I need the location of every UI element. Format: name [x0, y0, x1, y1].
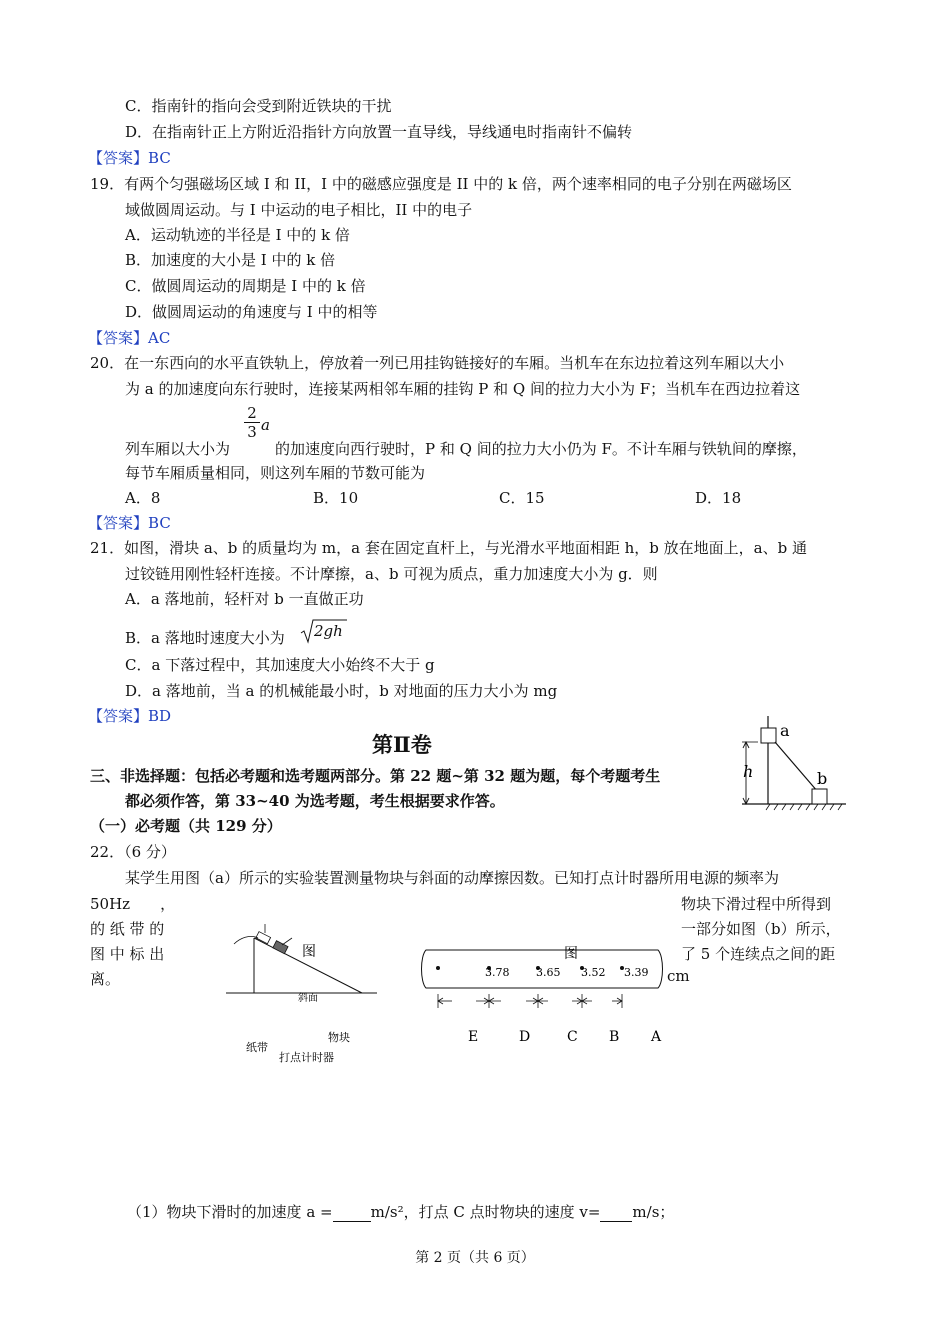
answer-label: 【答案】 [88, 149, 149, 167]
q19-option-b: B．加速度的大小是 I 中的 k 倍 [125, 251, 336, 269]
q21-option-c: C．a 下落过程中，其加速度大小始终不大于 g [125, 656, 435, 674]
q22-figure-b [412, 942, 692, 1052]
q20-stem-line2: 为 a 的加速度向东行驶时，连接某两相邻车厢的挂钩 P 和 Q 间的拉力大小为 F；当机车在西边拉着这 [125, 380, 801, 398]
q19-answer [88, 328, 170, 348]
distance-label: 3.78 [485, 966, 510, 979]
figure-b-label: 图 [564, 946, 578, 962]
block-a [761, 728, 776, 743]
q21-figure [738, 712, 850, 812]
section-intro-line2: 都必须作答，第 33~40 为选考题，考生根据要求作答。 [125, 792, 505, 810]
answer-label: 【答案】 [88, 329, 149, 347]
pointer-line-2 [282, 938, 292, 945]
q22-left-line1: 50Hz ， [90, 895, 176, 913]
q19-stem-line1: 19．有两个匀强磁场区域 I 和 II，I 中的磁感应强度是 II 中的 k 倍，两个速率相同的电子分别在两磁场区 [90, 175, 792, 193]
q20-stem-line3b: 的加速度向西行驶时，P 和 Q 间的拉力大小仍为 F。不计车厢与铁轨间的摩擦， [275, 440, 807, 458]
q20-option-d: D．18 [695, 489, 742, 507]
answer-label: 【答案】 [88, 707, 149, 725]
distance-label: 3.39 [624, 966, 649, 979]
q18-option-c: C．指南针的指向会受到附近铁块的干扰 [125, 97, 392, 115]
answer-value: BC [148, 514, 171, 532]
q20-stem-line4: 每节车厢质量相同，则这列车厢的节数可能为 [125, 464, 426, 482]
incline-label: 斜面 [298, 993, 318, 1004]
point-label-d: D [519, 1029, 531, 1045]
q19-option-d: D．做圆周运动的角速度与 I 中的相等 [125, 303, 378, 321]
q22-right-line2: 一部分如图（b）所示， [681, 920, 841, 938]
q22-subquestion-1 [127, 1202, 674, 1222]
label-b: b [817, 769, 828, 788]
distance-label: 3.65 [536, 966, 561, 979]
q19-stem-line2: 域做圆周运动。与 I 中运动的电子相比，II 中的电子 [125, 201, 473, 219]
point-label-c: C [567, 1029, 578, 1045]
q18-answer [88, 148, 171, 168]
q22-right-line3: 了 5 个连续点之间的距 [681, 945, 836, 963]
acceleration-blank[interactable] [333, 1205, 371, 1222]
q19-option-c: C．做圆周运动的周期是 I 中的 k 倍 [125, 277, 366, 295]
page-footer: 第 2 页（共 6 页） [415, 1250, 535, 1266]
q22-left-line4: 离。 [90, 970, 121, 988]
dimension-markers [438, 994, 622, 1008]
q18-option-d: D．在指南针正上方附近沿指针方向放置一直导线，导线通电时指南针不偏转 [125, 123, 633, 141]
block-label: 物块 [328, 1031, 350, 1044]
block-b [812, 789, 827, 804]
q20-fraction-var: a [261, 416, 270, 434]
q22-figure-a [222, 920, 382, 1070]
q21-answer [88, 706, 171, 726]
point-label-e: E [468, 1029, 479, 1045]
answer-value: BD [148, 707, 172, 725]
q20-option-b: B．10 [313, 489, 359, 507]
subquestion-unit2: m/s； [632, 1203, 675, 1221]
q20-option-a: A．8 [125, 489, 161, 507]
label-a: a [780, 721, 790, 740]
point-label-b: B [609, 1029, 620, 1045]
q19-option-a: A．运动轨迹的半径是 I 中的 k 倍 [125, 226, 350, 244]
q20-option-c: C．15 [499, 489, 545, 507]
q20-stem-line1: 20．在一东西向的水平直铁轨上，停放着一列已用挂钩链接好的车厢。当机车在东边拉着这列车厢以大小 [90, 354, 785, 372]
answer-label: 【答案】 [88, 514, 149, 532]
q22-stem-line1: 某学生用图（a）所示的实验装置测量物块与斜面的动摩擦因数。已知打点计时器所用电源的频率为 [125, 869, 779, 887]
tape-dot-e [436, 966, 440, 970]
q21-option-a: A．a 落地前，轻杆对 b 一直做正功 [125, 590, 364, 608]
answer-value: BC [148, 149, 171, 167]
tape-label: 纸带 [246, 1041, 268, 1054]
section-part-heading: （一）必考题（共 129 分） [90, 817, 282, 835]
section-intro-line1: 三、非选择题：包括必考题和选考题两部分。第 22 题~第 32 题为题，每个考题考生 [90, 767, 661, 785]
q20-answer [88, 513, 171, 533]
q22-heading: 22．（6 分） [90, 843, 176, 861]
point-label-a: A [651, 1029, 662, 1045]
label-h: h [743, 762, 754, 781]
figure-a-label: 图 [302, 944, 316, 960]
velocity-blank[interactable] [600, 1205, 632, 1222]
q21-stem-line2: 过铰链用刚性轻杆连接。不计摩擦，a、b 可视为质点，重力加速度大小为 g．则 [125, 565, 658, 583]
sqrt-radicand: 2gh [314, 622, 343, 640]
answer-value: AC [148, 329, 171, 347]
light-rod [775, 742, 818, 792]
q22-right-line1: 物块下滑过程中所得到 [681, 895, 832, 913]
section-title: 第Ⅱ卷 [372, 732, 432, 757]
q22-left-line2: 的 纸 带 的 [90, 920, 165, 938]
q20-fraction [244, 405, 260, 440]
ground-hatching [766, 804, 842, 810]
q21-stem-line1: 21．如图，滑块 a、b 的质量均为 m，a 套在固定直杆上，与光滑水平地面相距 h，b 放在地面上，a、b 通 [90, 539, 807, 557]
fraction-denominator: 3 [247, 423, 257, 441]
distance-label: 3.52 [581, 966, 606, 979]
subquestion-unit: m/s²，打点 C 点时物块的速度 v= [370, 1203, 601, 1221]
q21-option-d: D．a 落地前，当 a 的机械能最小时，b 对地面的压力大小为 mg [125, 682, 558, 700]
figure-b-unit: cm [667, 967, 690, 985]
q20-stem-line3a: 列车厢以大小为 [125, 440, 231, 458]
fraction-numerator: 2 [247, 404, 257, 422]
subquestion-text: （1）物块下滑时的加速度 a = [127, 1203, 333, 1221]
q22-left-line3: 图 中 标 出 [90, 945, 165, 963]
timer-label: 打点计时器 [279, 1051, 334, 1064]
q21-option-b: B．a 落地时速度大小为 [125, 629, 285, 647]
